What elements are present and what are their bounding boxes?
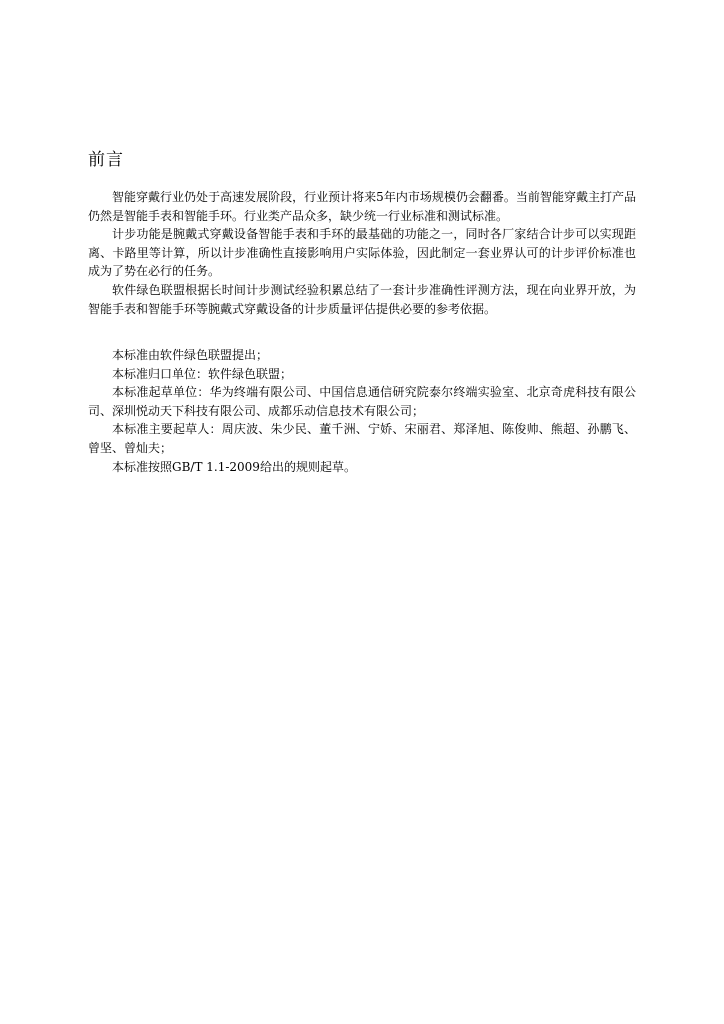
responsible-unit-line: 本标准归口单位：软件绿色联盟；	[112, 366, 293, 381]
drafting-rule-line: 本标准按照GB/T 1.1-2009给出的规则起草。	[112, 459, 356, 474]
intro-paragraph: 计步功能是腕戴式穿戴设备智能手表和手环的最基础的功能之一，同时各厂家结合计步可以实现距离、卡路里等计算，所以计步准确性直接影响用户实际体验，因此制定一套业界认可的计步评价标准也成为了势在必行的任务。	[88, 227, 636, 279]
page-title: 前言	[88, 150, 124, 170]
intro-paragraph: 智能穿戴行业仍处于高速发展阶段，行业预计将来5年内市场规模仍会翻番。当前智能穿戴主打产品仍然是智能手表和智能手环。行业类产品众多，缺少统一行业标准和测试标准。	[88, 190, 636, 223]
drafters-line: 本标准主要起草人：周庆波、朱少民、董千洲、宁娇、宋丽君、郑泽旭、陈俊帅、熊超、孙鹏飞、曾坚、曾灿夫；	[88, 422, 636, 455]
standard-info-section	[88, 346, 636, 476]
intro-section	[88, 188, 636, 318]
proposer-line: 本标准由软件绿色联盟提出；	[112, 348, 269, 362]
intro-paragraph: 软件绿色联盟根据长时间计步测试经验积累总结了一套计步准确性评测方法，现在向业界开放，为智能手表和智能手环等腕戴式穿戴设备的计步质量评估提供必要的参考依据。	[88, 282, 636, 316]
drafting-units-line: 本标准起草单位：华为终端有限公司、中国信息通信研究院泰尔终端实验室、北京奇虎科技有限公司、深圳悦动天下科技有限公司、成都乐动信息技术有限公司；	[88, 385, 636, 418]
